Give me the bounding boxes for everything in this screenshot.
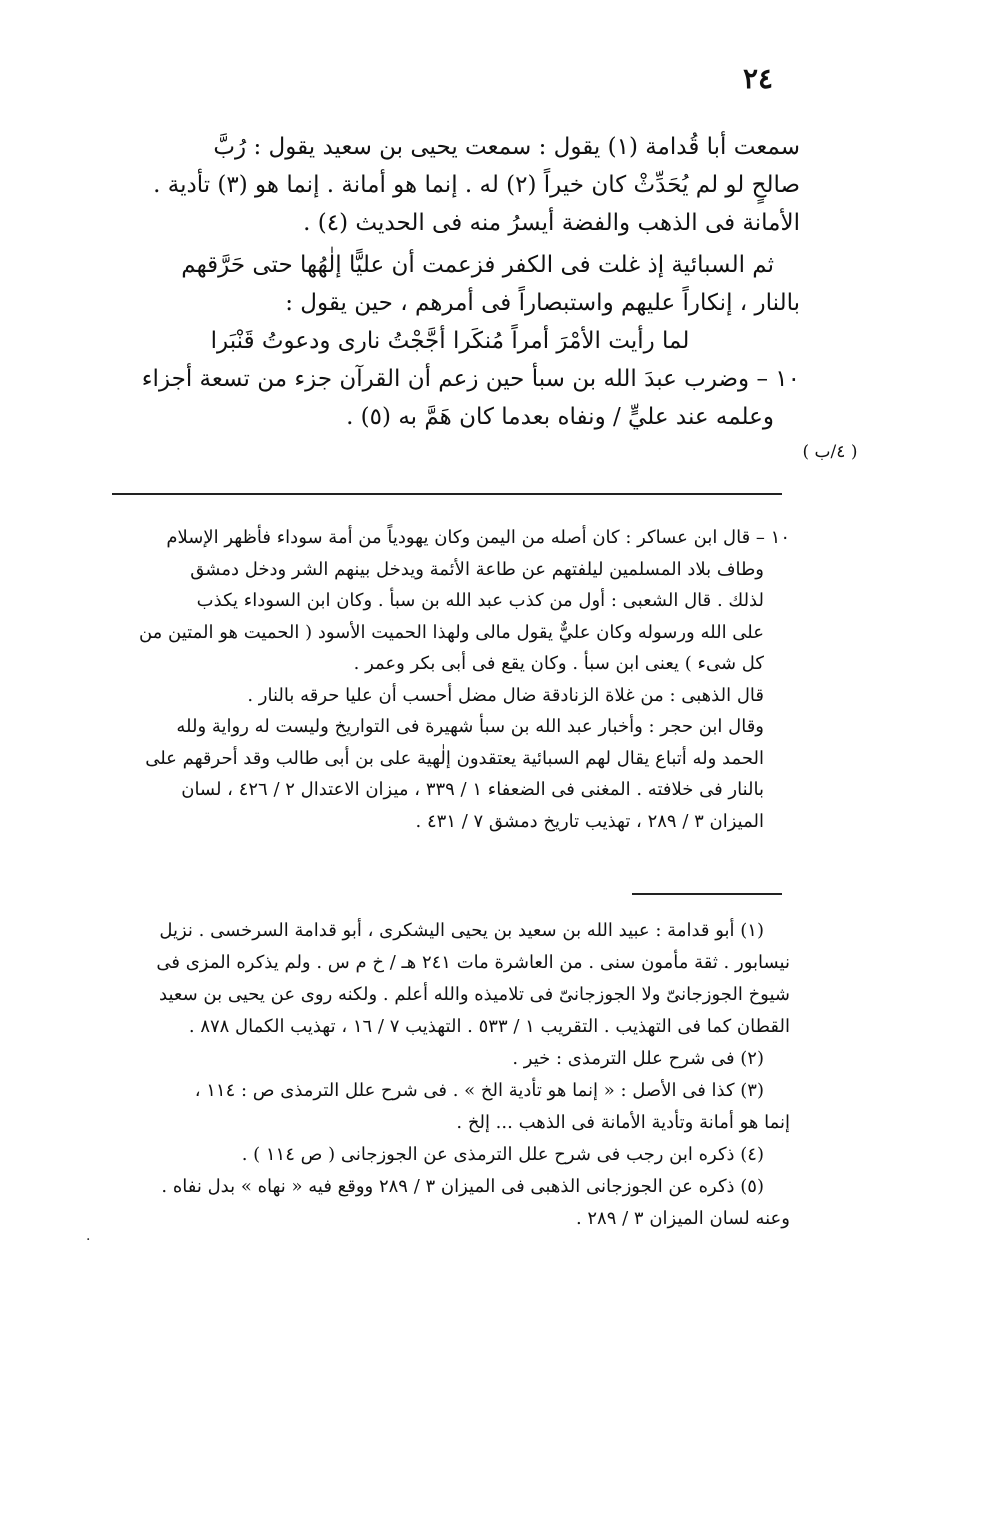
note-line: قال الذهبى : من غلاة الزنادقة ضال مضل أحسب أن عليا حرقه بالنار . xyxy=(247,684,764,706)
main-line: الأمانة فى الذهب والفضة أيسرُ منه فى الحديث (٤) . xyxy=(303,210,800,236)
verse-line: لما رأيت الأمْرَ أمراً مُنكَرا أجَّجْتُ نارى ودعوتُ قَنْبَرا xyxy=(210,328,690,354)
footnotes xyxy=(100,915,790,1235)
main-text xyxy=(100,128,800,436)
main-line: صالحٍ لو لم يُحَدِّثْ كان خيراً (٢) له . إنما هو أمانة . إنما هو (٣) تأدية . xyxy=(153,172,800,198)
note-line: كل شىء ) يعنى ابن سبأ . وكان يقع فى أبى بكر وعمر . xyxy=(353,653,764,674)
note-line: على الله ورسوله وكان عليٌّ يقول مالى ولهذا الحميت الأسود ( الحميت هو المتين من xyxy=(138,621,764,643)
margin-folio-note: ( ٤/ب ) xyxy=(802,442,858,462)
main-line: ثم السبائية إذ غلت فى الكفر فزعمت أن عليًّا إلٰهُها حتى حَرَّقهم xyxy=(181,252,774,278)
note-line: وقال ابن حجر : وأخبار عبد الله بن سبأ شهيرة فى التواريخ وليست له رواية ولله xyxy=(176,716,764,737)
footnote-line: (١) أبو قدامة : عبيد الله بن سعيد بن يحيى اليشكرى ، أبو قدامة السرخسى . نزيل xyxy=(159,920,764,941)
main-line: بالنار ، إنكاراً عليهم واستبصاراً فى أمرهم ، حين يقول : xyxy=(285,290,800,316)
commentary-notes xyxy=(100,522,790,837)
footnote-line: (٤) ذكره ابن رجب فى شرح علل الترمذى عن الجوزجانى ( ص ١١٤ ) . xyxy=(241,1144,764,1165)
note-line: وطاف بلاد المسلمين ليلفتهم عن طاعة الأئمة ويدخل بينهم الشر ودخل دمشق xyxy=(190,558,764,580)
main-line: وعلمه عند عليٍّ / ونفاه بعدما كان هَمَّ به (٥) . xyxy=(346,404,774,430)
footnote-line: إنما هو أمانة وتأدية الأمانة فى الذهب ... إلخ . xyxy=(456,1112,790,1133)
footnote-divider-short xyxy=(632,893,782,895)
stray-mark: · xyxy=(86,1232,91,1248)
page-number: ٢٤ xyxy=(742,62,774,95)
footnote-line: وعنه لسان الميزان ٣ / ٢٨٩ . xyxy=(575,1208,790,1229)
footnote-line: شيوخ الجوزجانىّ ولا الجوزجانىّ فى تلاميذه والله أعلم . ولكنه روى عن يحيى بن سعيد xyxy=(159,984,790,1005)
main-line: سمعت أبا قُدامة (١) يقول : سمعت يحيى بن سعيد يقول : رُبَّ xyxy=(213,134,800,160)
footnote-line: (٢) فى شرح علل الترمذى : خير . xyxy=(512,1048,764,1069)
note-line: ١٠ – قال ابن عساكر : كان أصله من اليمن وكان يهودياً من أمة سوداء فأظهر الإسلام xyxy=(166,527,790,548)
note-line: لذلك . قال الشعبى : أول من كذب عبد الله بن سبأ . وكان ابن السوداء يكذب xyxy=(196,590,764,611)
footnote-divider xyxy=(112,493,782,495)
main-line: ١٠ – وضرب عبدَ الله بن سبأ حين زعم أن القرآن جزء من تسعة أجزاء xyxy=(141,366,800,392)
note-line: بالنار فى خلافته . المغنى فى الضعفاء ١ / ٣٣٩ ، ميزان الاعتدال ٢ / ٤٢٦ ، لسان xyxy=(181,779,764,800)
footnote-line: (٥) ذكره عن الجوزجانى الذهبى فى الميزان ٣ / ٢٨٩ ووقع فيه « نهاه » بدل نفاه . xyxy=(161,1176,764,1197)
note-line: الميزان ٣ / ٢٨٩ ، تهذيب تاريخ دمشق ٧ / ٤٣١ . xyxy=(415,810,764,832)
footnote-line: القطان كما فى التهذيب . التقريب ١ / ٥٣٣ . التهذيب ٧ / ١٦ ، تهذيب الكمال ٨٧٨ . xyxy=(188,1016,790,1037)
footnote-line: (٣) كذا فى الأصل : « إنما هو تأدية الخ » . فى شرح علل الترمذى ص : ١١٤ ، xyxy=(194,1080,764,1101)
footnote-line: نيسابور . ثقة مأمون سنى . من العاشرة مات ٢٤١ هـ / خ م س . ولم يذكره المزى فى xyxy=(156,952,790,973)
note-line: الحمد وله أتباع يقال لهم السبائية يعتقدون إلٰهية على بن أبى طالب وقد أحرقهم على xyxy=(145,747,764,769)
